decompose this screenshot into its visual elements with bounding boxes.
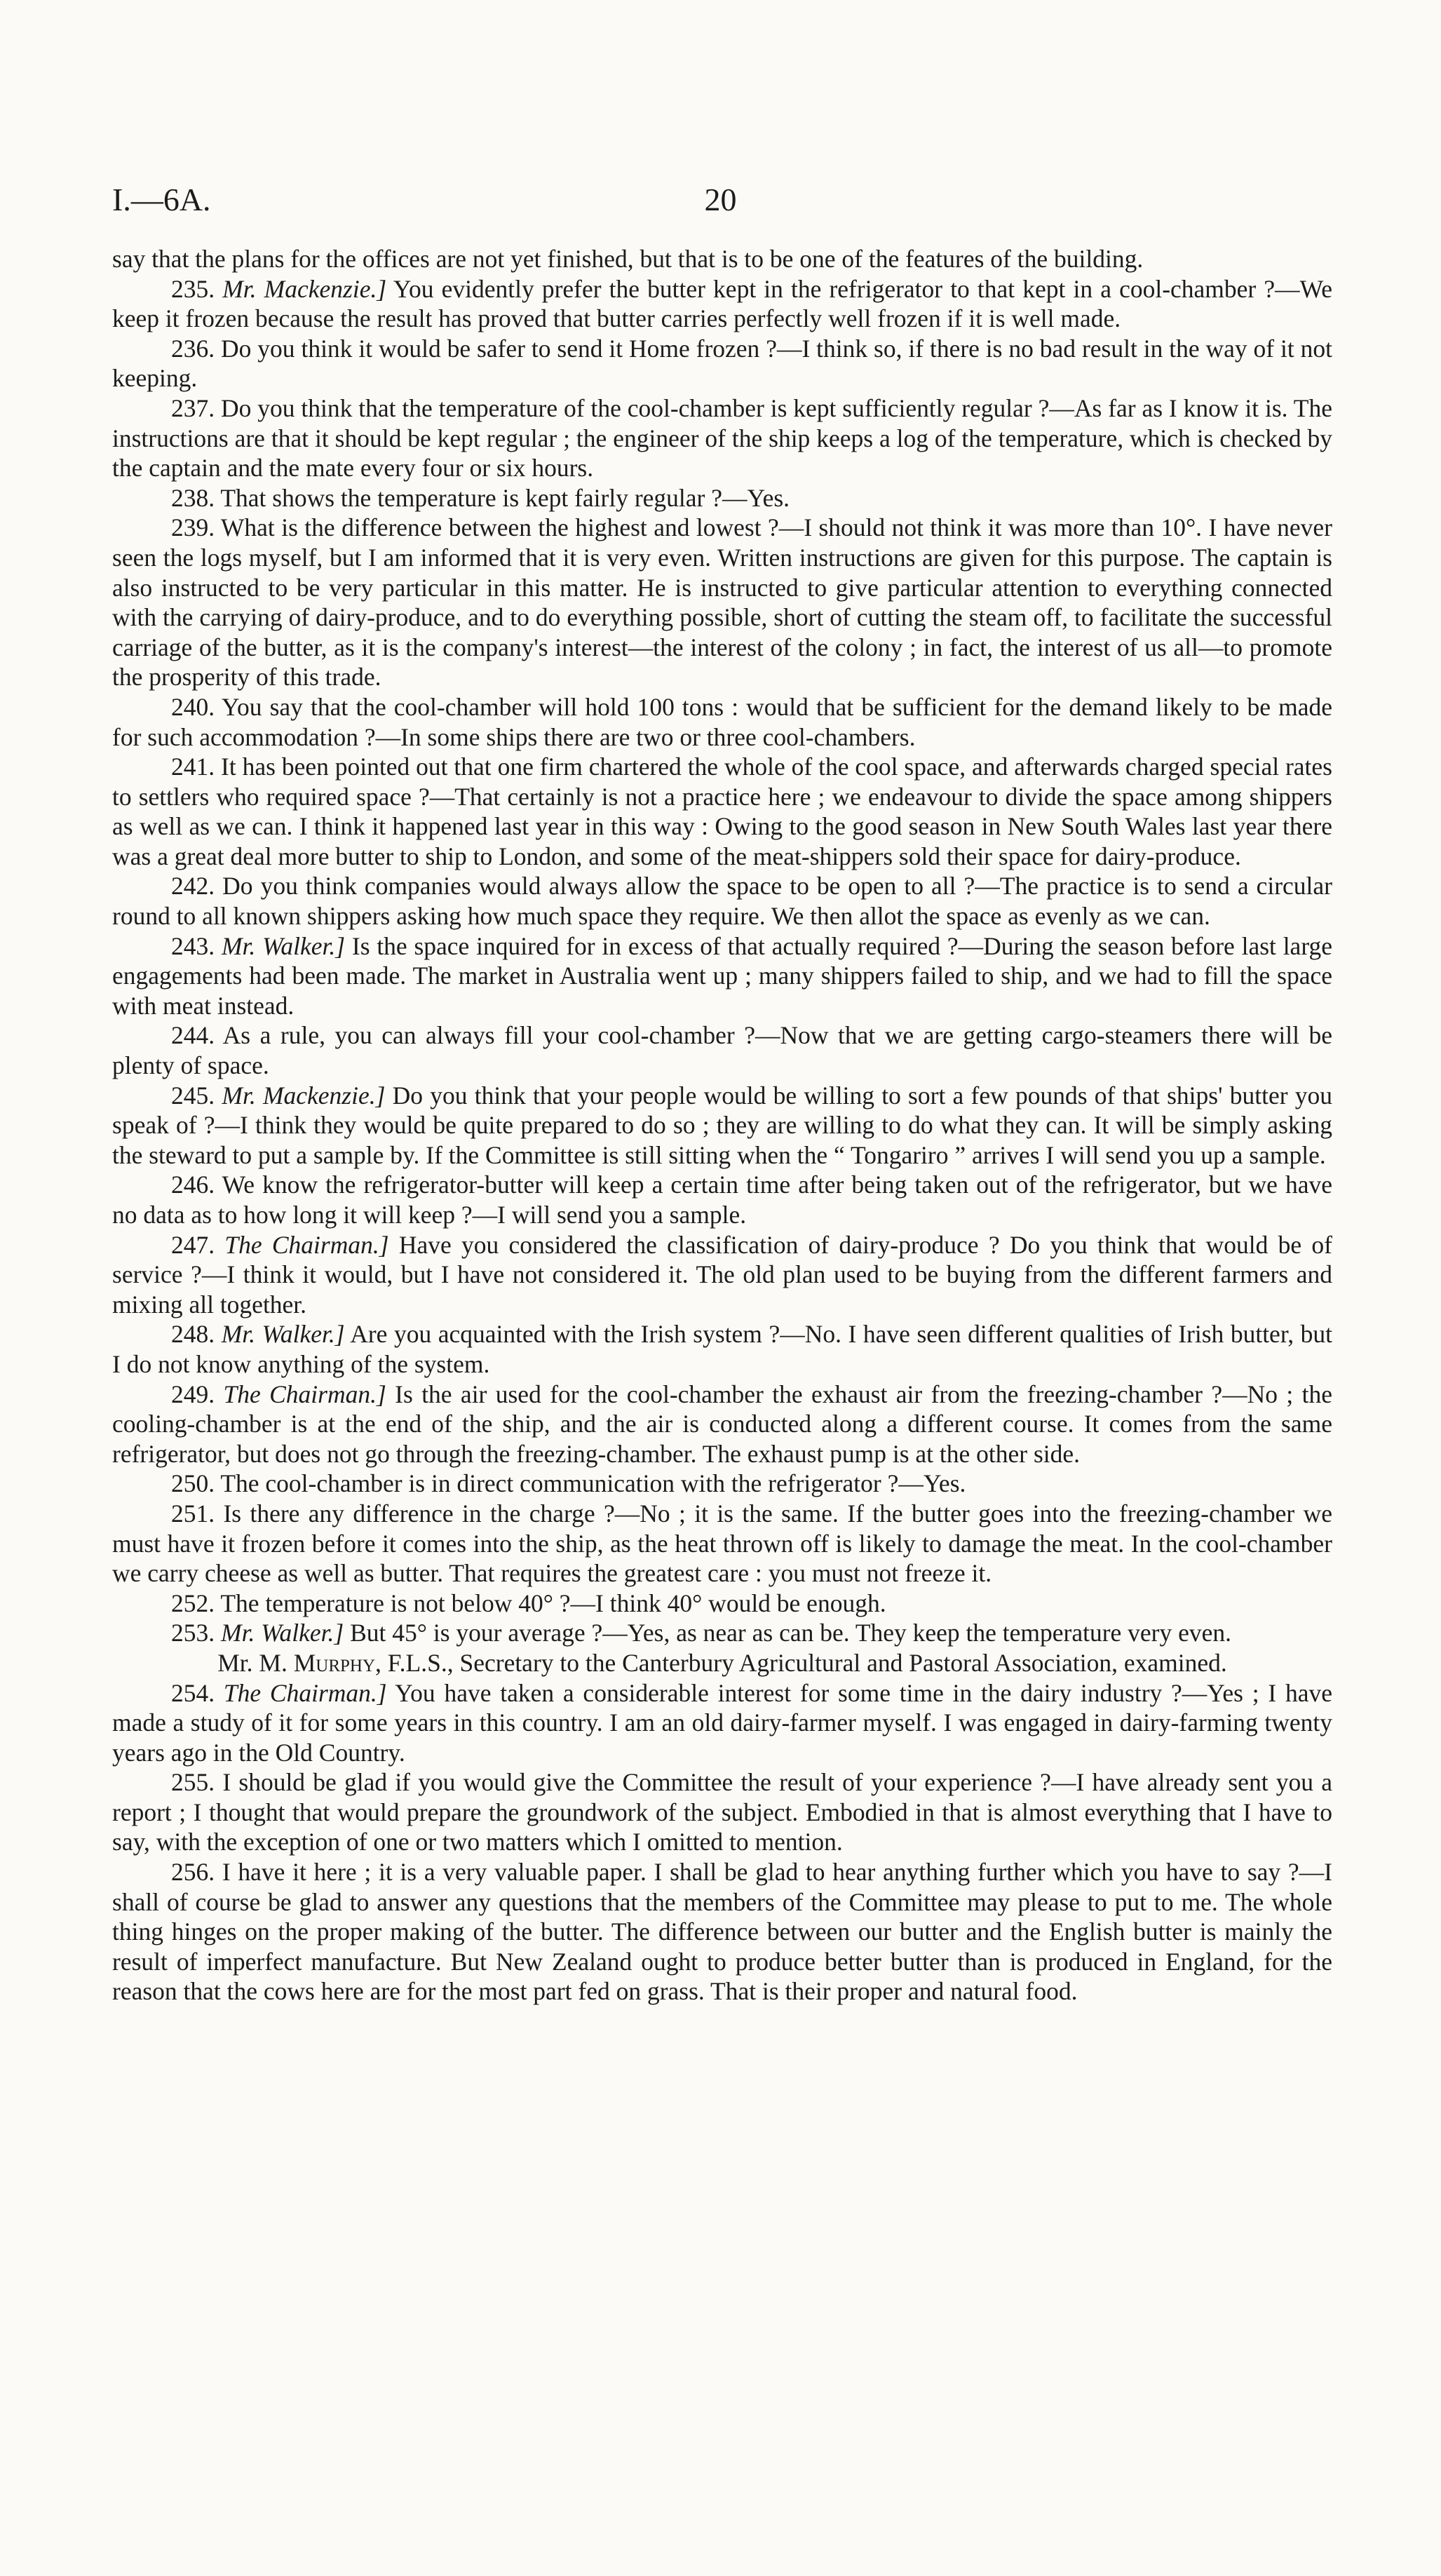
question-number: 249. [171,1380,215,1408]
question-253 [112,1618,1332,1648]
paragraph-continuation: say that the plans for the offices are not yet finished, but that is to be one of the features of the building. [112,245,1144,273]
question-number: 238. [171,483,215,512]
question-number: 247. [171,1230,215,1259]
question-number: 246. [171,1171,215,1199]
question-256 [112,1857,1332,2007]
question-text: You evidently prefer the butter kept in the refrigerator to that kept in a cool-chamber ?—We keep it frozen because the result has proved that butter carries perfectly well frozen if it is well made. [112,274,1332,333]
question-238 [112,483,1332,513]
question-235 [112,274,1332,334]
question-text: As a rule, you can always fill your cool-chamber ?—Now that we are getting cargo-steamers there will be plenty of space. [112,1021,1332,1080]
question-241 [112,752,1332,871]
question-239 [112,513,1332,692]
witness-surname: Murphy [293,1648,376,1677]
question-text: Do you think that your people would be willing to sort a few pounds of that ships' butter you speak of ?—I think they would be quite prepared to do so ; they are willing to do what they can. It will be simply asking the steward to put a sample by. If the Committee is still sitting when the “ Tongariro ” arrives I will send you up a sample. [112,1081,1333,1169]
question-number: 245. [171,1081,215,1110]
question-245 [112,1081,1332,1171]
question-number: 256. [171,1858,215,1887]
question-number: 244. [171,1021,215,1050]
question-text: Are you acquainted with the Irish system ?—No. I have seen different qualities of Irish butter, but I do not know anything of the system. [112,1320,1333,1378]
question-number: 251. [171,1499,215,1528]
question-text: The temperature is not below 40° ?—I think 40° would be enough. [215,1589,886,1617]
question-text: The cool-chamber is in direct communication with the refrigerator ?—Yes. [215,1469,966,1498]
question-number: 254. [171,1678,215,1707]
question-text: But 45° is your average ?—Yes, as near as can be. They keep the temperature very even. [344,1619,1231,1647]
question-246 [112,1170,1332,1229]
speaker: The Chairman.] [223,1380,386,1408]
speaker: The Chairman.] [223,1678,387,1707]
question-242 [112,871,1332,931]
question-number: 240. [171,692,215,721]
question-252 [112,1589,1332,1619]
question-247 [112,1230,1332,1320]
speaker: The Chairman.] [224,1230,389,1259]
question-236 [112,334,1332,393]
question-text: You have taken a considerable interest for some time in the dairy industry ?—Yes ; I have made a study of it for some years in this country. I am an old dairy-farmer myself. I was engaged in dairy-farming twenty years ago in the Old Country. [112,1678,1332,1767]
question-number: 242. [171,872,215,901]
question-250 [112,1469,1332,1499]
question-number: 235. [171,274,215,303]
question-number: 236. [171,334,215,363]
question-number: 237. [171,393,215,422]
question-244 [112,1020,1332,1080]
question-243 [112,931,1332,1021]
speaker: Mr. Mackenzie.] [222,1081,386,1110]
question-240 [112,692,1332,752]
question-text: I should be glad if you would give the Committee the result of your experience ?—I have already sent you a report ; I thought that would prepare the groundwork of the subject. Embodied in that is almost everything that I have to say, with the exception of one or two matters which I omitted to mention. [112,1768,1332,1856]
question-text: That shows the temperature is kept fairly regular ?—Yes. [215,483,790,512]
question-251 [112,1499,1332,1589]
speaker: Mr. Mackenzie.] [222,274,387,303]
question-number: 252. [171,1589,215,1617]
question-text: We know the refrigerator-butter will keep a certain time after being taken out of the refrigerator, but we have no data as to how long it will keep ?—I will send you a sample. [112,1171,1332,1229]
page-header [0,181,1441,223]
witness-heading: Mr. M. Murphy, F.L.S., Secretary to the Canterbury Agricultural and Pastoral Association, examined. [217,1648,1227,1677]
question-248 [112,1319,1332,1379]
question-text: What is the difference between the highest and lowest ?—I should not think it was more than 10°. I have never seen the logs myself, but I am informed that it is very even. Written instructions are given for this purpose. The captain is also instructed to be very particular in this matter. He is instructed to give particular attention to everything connected with the carrying of dairy-produce, and to do everything possible, short of cutting the steam off, to facilitate the successful carriage of the butter, as it is the company's interest—the interest of the colony ; in fact, the interest of us all—to promote the prosperity of this trade. [112,513,1332,692]
speaker: Mr. Walker.] [221,1320,345,1349]
question-text: Do you think that the temperature of the cool-chamber is kept sufficiently regular ?—As far as I know it is. The instructions are that it should be kept regular ; the engineer of the ship keeps a log of the temperature, which is checked by the captain and the mate every four or six hours. [112,393,1332,483]
question-number: 250. [171,1469,215,1498]
question-text: Do you think companies would always allow the space to be open to all ?—The practice is to send a circular round to all known shippers asking how much space they require. We then allot the space as evenly as we can. [112,872,1332,931]
question-number: 253. [171,1619,215,1647]
speaker: Mr. Walker.] [221,931,346,960]
question-text: Is the space inquired for in excess of that actually required ?—During the season before last large engagements had been made. The market in Australia went up ; many shippers failed to ship, and we had to fill the space with meat instead. [112,931,1333,1020]
question-255 [112,1767,1332,1857]
question-number: 241. [171,753,215,781]
page-number: 20 [704,182,737,217]
question-text: You say that the cool-chamber will hold 100 tons : would that be sufficient for the demand likely to be made for such accommodation ?—In some ships there are two or three cool-chambers. [112,692,1332,751]
paper-reference: I.—6A. [112,182,211,217]
question-text: Do you think it would be safer to send it Home frozen ?—I think so, if there is no bad result in the way of it not keeping. [112,334,1332,393]
question-number: 243. [171,931,215,960]
question-text: It has been pointed out that one firm chartered the whole of the cool space, and afterwards charged special rates to settlers who required space ?—That certainly is not a practice here ; we endeavour to divide the space among shippers as well as we can. I think it happened last year in this way : Owing to the good season in New South Wales last year there was a great deal more butter to ship to London, and some of the meat-shippers sold their space for dairy-produce. [112,753,1332,870]
speaker: Mr. Walker.] [221,1619,344,1647]
question-number: 248. [171,1320,215,1349]
question-text: Is there any difference in the charge ?—No ; it is the same. If the butter goes into the freezing-chamber we must have it frozen before it comes into the ship, as the heat thrown off is likely to damage the meat. In the cool-chamber we carry cheese as well as butter. That requires the greatest care : you must not freeze it. [112,1499,1332,1588]
evidence-text [112,244,1332,2007]
question-text: I have it here ; it is a very valuable paper. I shall be glad to hear anything further which you have to say ?—I shall of course be glad to answer any questions that the members of the Committee may please to put to me. The whole thing hinges on the proper making of the butter. The difference between our butter and the English butter is mainly the result of imperfect manufacture. But New Zealand ought to produce better butter than is produced in England, for the reason that the cows here are for the most part fed on grass. That is their proper and natural food. [112,1858,1332,2006]
question-237 [112,393,1332,483]
question-number: 239. [171,513,215,542]
question-number: 255. [171,1768,215,1797]
question-text: Is the air used for the cool-chamber the exhaust air from the freezing-chamber ?—No ; the cooling-chamber is at the end of the ship, and the air is conducted along a different course. It comes from the same refrigerator, but does not go through the freezing-chamber. The exhaust pump is at the other side. [112,1380,1332,1468]
question-249 [112,1380,1332,1469]
question-254 [112,1678,1332,1768]
question-text: Have you considered the classification of dairy-produce ? Do you think that would be of service ?—I think it would, but I have not considered it. The old plan used to be buying from the different farmers and mixing all together. [112,1230,1332,1319]
